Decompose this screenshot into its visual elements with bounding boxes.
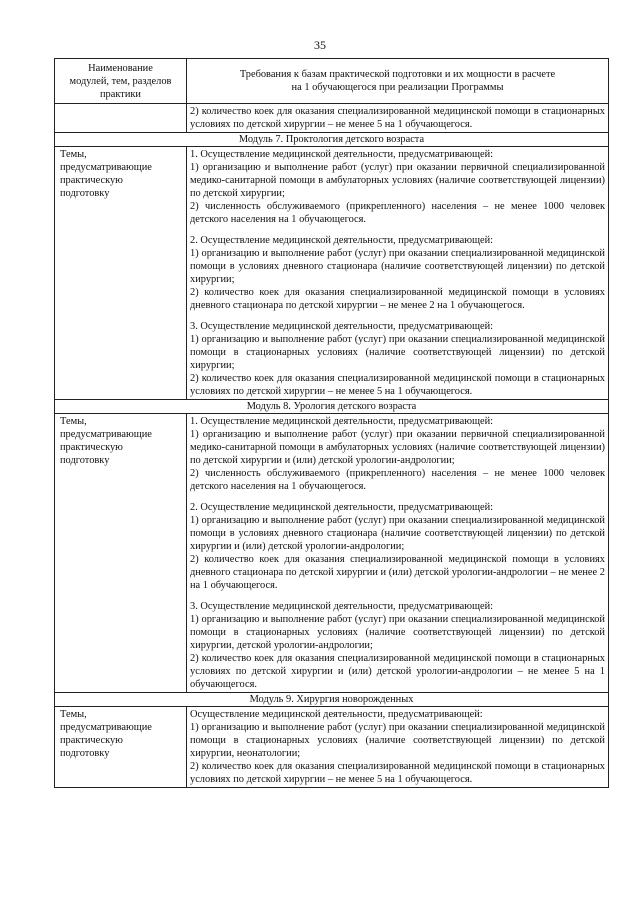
module-content-row [55,147,609,400]
topic-cell [55,147,187,400]
topic-line: практическую [60,175,123,186]
module-content-row [55,707,609,788]
module-title: Модуль 8. Урология детского возраста [55,400,609,414]
header-line: практики [100,89,141,100]
requirement-block [190,234,605,320]
module-title: Модуль 7. Проктология детского возраста [55,133,609,147]
requirement-item: 2) количество коек для оказания специализированной медицинской помощи в стационарных условиях по детской хирургии – не менее 5 на 1 обучающегося. [190,761,605,785]
header-cell-modules [55,59,187,104]
requirement-block [190,501,605,600]
requirement-block [190,148,605,234]
continuation-text: 2) количество коек для оказания специализированной медицинской помощи в стационарных условиях по детской хирургии – не менее 5 на 1 обучающегося. [190,106,605,130]
requirement-item: 1) организацию и выполнение работ (услуг) при оказании первичной специализированной медико-санитарной помощи в амбулаторных условиях (наличие соответствующей лицензии) по детской хирургии и (или) детской урологии-андрологии; [190,429,605,466]
requirement-heading: Осуществление медицинской деятельности, предусматривающей: [190,709,483,720]
topic-line: предусматривающие [60,162,152,173]
module-title-row [55,693,609,707]
topic-line: подготовку [60,748,110,759]
requirement-item: 1) организацию и выполнение работ (услуг) при оказании специализированной медицинской помощи в стационарных условиях (наличие соответствующей лицензии) по детской хирургии; [190,334,605,371]
module-title-row [55,133,609,147]
requirement-heading: 2. Осуществление медицинской деятельности, предусматривающей: [190,235,494,246]
requirement-heading: 3. Осуществление медицинской деятельности, предусматривающей: [190,601,494,612]
requirement-item: 2) количество коек для оказания специализированной медицинской помощи в условиях дневного стационара по детской хирургии – не менее 2 на 1 обучающегося. [190,287,605,311]
requirements-table-body [55,59,609,788]
topic-line: предусматривающие [60,722,152,733]
requirement-item: 1) организацию и выполнение работ (услуг) при оказании специализированной медицинской помощи в условиях дневного стационара (наличие соответствующей лицензии) по детской хирургии; [190,248,605,285]
continuation-empty-cell [55,104,187,133]
header-line: Наименование [88,63,153,74]
topic-line: Темы, [60,709,87,720]
requirement-item: 2) количество коек для оказания специализированной медицинской помощи в условиях дневного стационара по детской хирургии и (или) детской урологии-андрологии – не менее 2 на 1 обучающегося. [190,554,605,591]
continuation-row [55,104,609,133]
header-line: на 1 обучающегося при реализации Программы [291,82,504,93]
requirement-item: 1) организацию и выполнение работ (услуг) при оказании специализированной медицинской помощи в стационарных условиях (наличие соответствующей лицензии) по детской хирургии, неонатологии; [190,722,605,759]
requirement-item: 1) организацию и выполнение работ (услуг) при оказании специализированной медицинской помощи в условиях дневного стационара (наличие соответствующей лицензии) по детской хирургии и (или) детской урологии-андрологии; [190,515,605,552]
requirement-item: 2) численность обслуживаемого (прикрепленного) населения – не менее 1000 человек детского населения на 1 обучающегося. [190,468,605,492]
topic-line: предусматривающие [60,429,152,440]
continuation-cell [187,104,609,133]
header-cell-requirements [187,59,609,104]
requirements-cell [187,707,609,788]
topic-line: подготовку [60,455,110,466]
page-number: 35 [314,38,326,52]
module-content-row [55,414,609,693]
requirement-heading: 2. Осуществление медицинской деятельности, предусматривающей: [190,502,494,513]
topic-cell [55,414,187,693]
topic-cell [55,707,187,788]
requirements-table [54,58,609,788]
requirement-item: 2) количество коек для оказания специализированной медицинской помощи в стационарных условиях по детской хирургии – не менее 5 на 1 обучающегося. [190,373,605,397]
topic-line: практическую [60,735,123,746]
topic-line: практическую [60,442,123,453]
module-title-row [55,400,609,414]
topic-line: Темы, [60,149,87,160]
table-header-row [55,59,609,104]
topic-line: Темы, [60,416,87,427]
header-line: модулей, тем, разделов [69,76,172,87]
requirement-item: 1) организацию и выполнение работ (услуг) при оказании специализированной медицинской помощи в стационарных условиях (наличие соответствующей лицензии) по детской хирургии, детской урологии-андрологии; [190,614,605,651]
requirement-item: 1) организацию и выполнение работ (услуг) при оказании первичной специализированной медико-санитарной помощи в амбулаторных условиях (наличие соответствующей лицензии) по детской хирургии; [190,162,605,199]
requirement-heading: 1. Осуществление медицинской деятельности, предусматривающей: [190,149,494,160]
requirement-block [190,415,605,501]
requirement-heading: 3. Осуществление медицинской деятельности, предусматривающей: [190,321,494,332]
module-title: Модуль 9. Хирургия новорожденных [55,693,609,707]
topic-line: подготовку [60,188,110,199]
header-line: Требования к базам практической подготовки и их мощности в расчете [239,69,556,80]
requirement-item: 2) количество коек для оказания специализированной медицинской помощи в стационарных условиях по детской хирургии и (или) детской урологии-андрологии – не менее 5 на 1 обучающегося. [190,653,605,690]
requirement-item: 2) численность обслуживаемого (прикрепленного) населения – не менее 1000 человек детского населения на 1 обучающегося. [190,201,605,225]
requirement-block [190,320,605,398]
requirement-block [190,600,605,691]
requirement-heading: 1. Осуществление медицинской деятельности, предусматривающей: [190,416,494,427]
requirement-block [190,708,605,786]
requirements-cell [187,147,609,400]
requirements-cell [187,414,609,693]
